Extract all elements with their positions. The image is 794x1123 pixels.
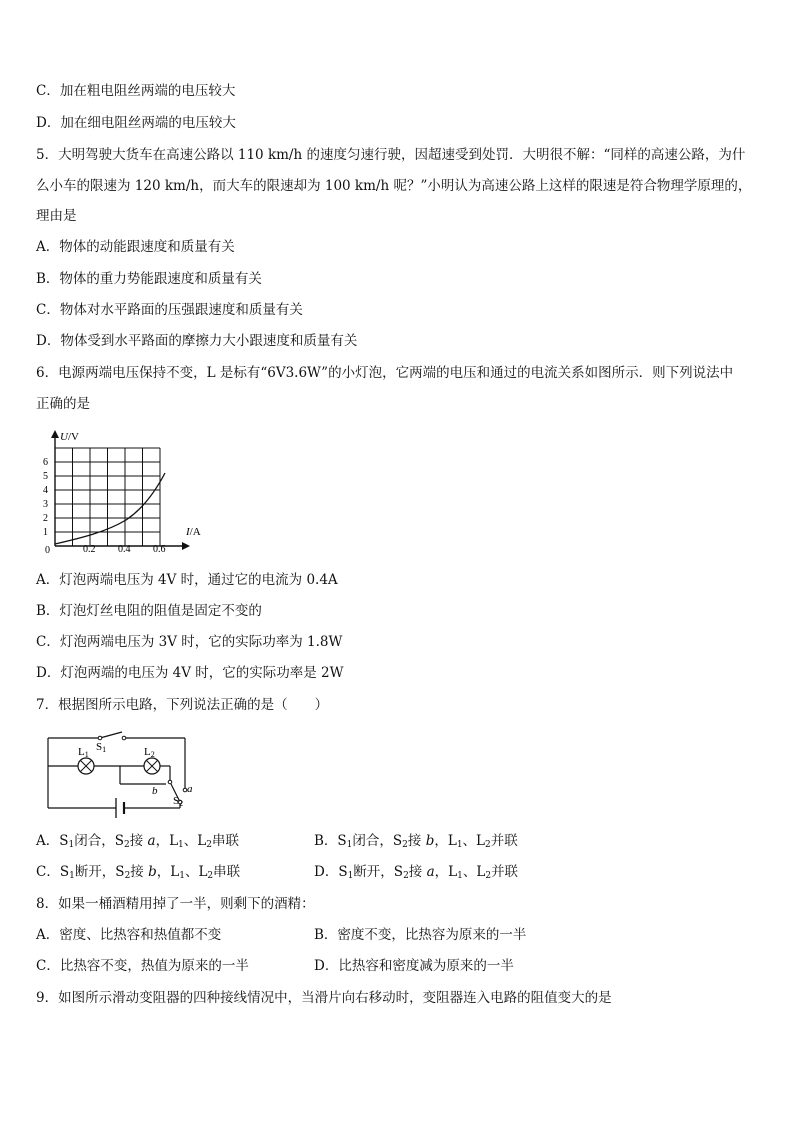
q7-option-a: A．$S_1$闭合，$S_2$接 a，$L_1$、$L_2$串联 — [36, 833, 239, 850]
q5-option-c: C．物体对水平路面的压强跟速度和质量有关 — [36, 302, 303, 318]
q7-option-c: C．$S_1$断开，$S_2$接 b，$L_1$、$L_2$串联 — [36, 864, 241, 881]
q6-option-d: D．灯泡两端的电压为 4V 时，它的实际功率是 2W — [36, 665, 344, 681]
q5-option-a: A．物体的动能跟速度和质量有关 — [36, 239, 235, 255]
q5-option-b: B．物体的重力势能跟速度和质量有关 — [36, 271, 262, 287]
x-tick-0.2: 0.2 — [83, 544, 96, 555]
y-axis-label: U/V — [60, 431, 79, 443]
s1-label: S1 — [96, 741, 107, 754]
q6-stem-line2: 正确的是 — [36, 396, 90, 412]
q6-option-a: A．灯泡两端电压为 4V 时，通过它的电流为 0.4A — [36, 572, 338, 588]
q4-option-d: D．加在细电阻丝两端的电压较大 — [36, 115, 236, 131]
q8-option-c: C．比热容不变，热值为原来的一半 — [36, 958, 249, 974]
q4-option-c: C．加在粗电阻丝两端的电压较大 — [36, 83, 236, 99]
x-tick-0.4: 0.4 — [118, 544, 131, 555]
q6-option-c: C．灯泡两端电压为 3V 时，它的实际功率为 1.8W — [36, 634, 343, 650]
q6-ui-graph — [36, 428, 226, 563]
lamp-l2-icon — [144, 758, 160, 774]
q8-option-a: A．密度、比热容和热值都不变 — [36, 927, 222, 943]
q8-option-b: B．密度不变，比热容为原来的一半 — [314, 927, 527, 943]
q9-stem: 9．如图所示滑动变阻器的四种接线情况中，当滑片向右移动时，变阻器连入电路的阻值变大的是 — [36, 990, 612, 1006]
q7-option-d: D．$S_1$断开，$S_2$接 a，$L_1$、$L_2$并联 — [314, 864, 519, 881]
q6-option-b: B．灯泡灯丝电阻的阻值是固定不变的 — [36, 603, 262, 619]
lamp-l1-icon — [78, 758, 94, 774]
y-tick-3: 3 — [43, 499, 48, 510]
y-tick-1: 1 — [43, 527, 48, 538]
q8-stem: 8．如果一桶酒精用掉了一半，则剩下的酒精： — [36, 896, 315, 912]
q5-stem-line2: 么小车的限速为 120 km/h，而大车的限速却为 100 km/h 呢？”小明认为高速公路上这样的限速是符合物理学原理的， — [36, 178, 752, 194]
x-tick-0.6: 0.6 — [153, 544, 166, 555]
q8-option-d: D．比热容和密度减为原来的一半 — [314, 958, 514, 974]
q5-stem-line1: 5．大明驾驶大货车在高速公路以 110 km/h 的速度匀速行驶，因超速受到处罚．大明很不解：“同样的高速公路，为什 — [36, 147, 746, 163]
b-label: b — [152, 785, 158, 797]
x-axis-label: I/A — [186, 526, 201, 538]
s2-label: S2 — [173, 795, 184, 808]
q7-circuit-diagram — [40, 728, 200, 820]
q6-stem-line1: 6．电源两端电压保持不变，L 是标有“6V3.6W”的小灯泡，它两端的电压和通过的电流关系如图所示．则下列说法中 — [36, 365, 734, 381]
q7-option-b: B．$S_1$闭合，$S_2$接 b，$L_1$、$L_2$并联 — [314, 833, 518, 850]
y-tick-6: 6 — [43, 457, 48, 468]
origin-label: 0 — [45, 545, 50, 556]
ui-curve — [55, 473, 165, 544]
a-label: a — [187, 783, 193, 795]
y-tick-5: 5 — [43, 471, 48, 482]
y-tick-4: 4 — [43, 485, 48, 496]
l2-label: L2 — [144, 746, 155, 759]
q5-option-d: D．物体受到水平路面的摩擦力大小跟速度和质量有关 — [36, 333, 358, 349]
l1-label: L1 — [78, 746, 89, 759]
q5-stem-line3: 理由是 — [36, 208, 77, 224]
y-tick-2: 2 — [43, 513, 48, 524]
q7-stem: 7．根据图所示电路，下列说法正确的是（ ） — [36, 697, 329, 713]
